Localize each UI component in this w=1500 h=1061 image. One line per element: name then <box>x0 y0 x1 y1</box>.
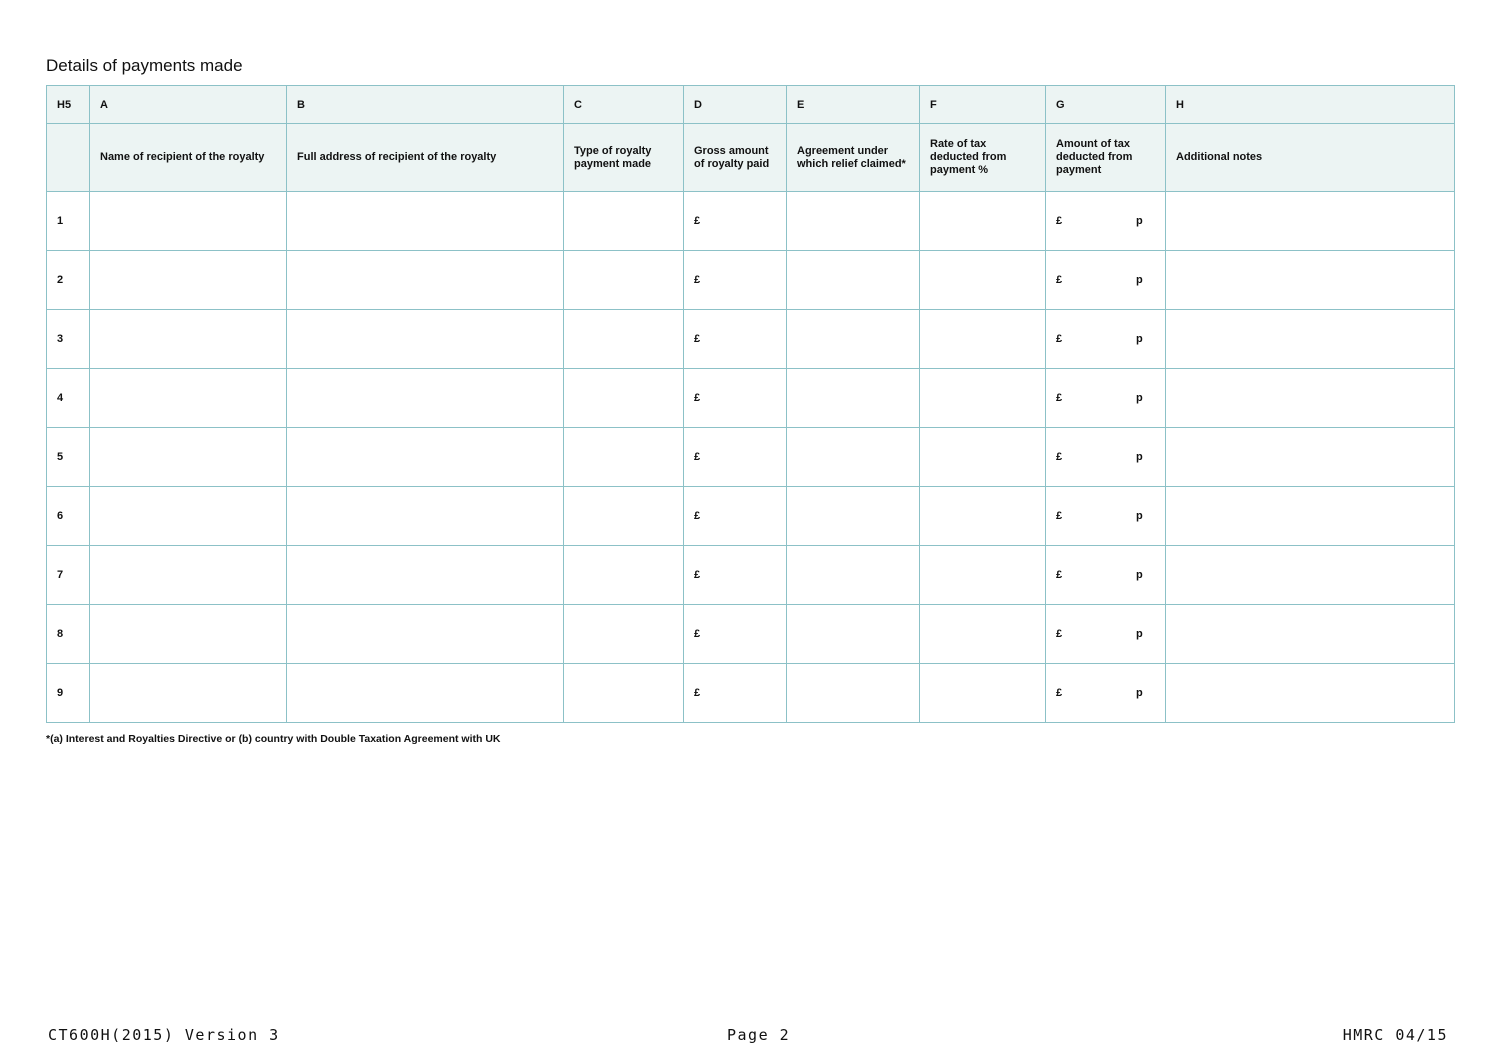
tax-rate-field[interactable] <box>920 428 1046 487</box>
row-number: 2 <box>47 251 90 310</box>
amount-wrapper <box>1056 215 1155 227</box>
row-number: 1 <box>47 192 90 251</box>
pence-sign: p <box>1136 569 1143 581</box>
tax-deducted-amount-field[interactable] <box>1046 192 1166 251</box>
pound-sign: £ <box>694 274 701 286</box>
amount-wrapper <box>1056 510 1155 522</box>
recipient-name-field[interactable] <box>90 369 287 428</box>
row-number: 9 <box>47 664 90 723</box>
additional-notes-field[interactable] <box>1166 487 1455 546</box>
column-header-a: Name of recipient of the royalty <box>90 124 287 192</box>
recipient-name-field[interactable] <box>90 487 287 546</box>
additional-notes-field[interactable] <box>1166 664 1455 723</box>
pence-sign: p <box>1136 451 1143 463</box>
row-number: 7 <box>47 546 90 605</box>
column-letter-h: H <box>1166 86 1455 124</box>
pence-sign: p <box>1136 333 1143 345</box>
pence-sign: p <box>1136 628 1143 640</box>
section-title: Details of payments made <box>46 56 243 75</box>
recipient-address-field[interactable] <box>287 428 564 487</box>
column-letter-rownum: H5 <box>47 86 90 124</box>
column-header-g: Amount of tax deducted from payment <box>1046 124 1166 192</box>
pound-sign: £ <box>1056 451 1063 463</box>
amount-wrapper <box>1056 628 1155 640</box>
column-letter-f: F <box>920 86 1046 124</box>
table-row <box>47 428 1455 487</box>
column-letter-a: A <box>90 86 287 124</box>
recipient-name-field[interactable] <box>90 251 287 310</box>
recipient-address-field[interactable] <box>287 192 564 251</box>
additional-notes-field[interactable] <box>1166 310 1455 369</box>
relief-agreement-field[interactable] <box>787 310 920 369</box>
pound-sign: £ <box>1056 569 1063 581</box>
relief-agreement-field[interactable] <box>787 251 920 310</box>
payment-type-field[interactable] <box>564 605 684 664</box>
gross-amount-field[interactable] <box>684 487 787 546</box>
tax-rate-field[interactable] <box>920 487 1046 546</box>
additional-notes-field[interactable] <box>1166 192 1455 251</box>
column-letter-g: G <box>1046 86 1166 124</box>
pound-sign: £ <box>694 215 701 227</box>
pence-sign: p <box>1136 510 1143 522</box>
column-header-rownum <box>47 124 90 192</box>
amount-wrapper <box>1056 451 1155 463</box>
column-letter-e: E <box>787 86 920 124</box>
pence-sign: p <box>1136 274 1143 286</box>
tax-rate-field[interactable] <box>920 192 1046 251</box>
tax-deducted-amount-field[interactable] <box>1046 310 1166 369</box>
recipient-name-field[interactable] <box>90 664 287 723</box>
row-number: 4 <box>47 369 90 428</box>
payment-type-field[interactable] <box>564 664 684 723</box>
pound-sign: £ <box>1056 392 1063 404</box>
recipient-name-field[interactable] <box>90 428 287 487</box>
pound-sign: £ <box>694 687 701 699</box>
gross-amount-field[interactable] <box>684 251 787 310</box>
recipient-address-field[interactable] <box>287 369 564 428</box>
relief-agreement-field[interactable] <box>787 605 920 664</box>
table-row <box>47 487 1455 546</box>
gross-amount-field[interactable] <box>684 369 787 428</box>
amount-wrapper <box>1056 333 1155 345</box>
row-number: 5 <box>47 428 90 487</box>
pound-sign: £ <box>1056 333 1063 345</box>
table-row <box>47 664 1455 723</box>
payment-type-field[interactable] <box>564 310 684 369</box>
pound-sign: £ <box>1056 215 1063 227</box>
relief-agreement-field[interactable] <box>787 428 920 487</box>
payment-type-field[interactable] <box>564 428 684 487</box>
amount-wrapper <box>1056 274 1155 286</box>
pound-sign: £ <box>1056 628 1063 640</box>
pound-sign: £ <box>694 333 701 345</box>
recipient-name-field[interactable] <box>90 310 287 369</box>
tax-deducted-amount-field[interactable] <box>1046 487 1166 546</box>
column-header-row <box>47 124 1455 192</box>
column-letter-row <box>47 86 1455 124</box>
column-letter-c: C <box>564 86 684 124</box>
tax-deducted-amount-field[interactable] <box>1046 664 1166 723</box>
relief-agreement-field[interactable] <box>787 487 920 546</box>
column-header-e: Agreement under which relief claimed* <box>787 124 920 192</box>
table-row <box>47 251 1455 310</box>
recipient-name-field[interactable] <box>90 192 287 251</box>
table-row <box>47 192 1455 251</box>
tax-rate-field[interactable] <box>920 369 1046 428</box>
tax-rate-field[interactable] <box>920 664 1046 723</box>
relief-agreement-field[interactable] <box>787 192 920 251</box>
additional-notes-field[interactable] <box>1166 605 1455 664</box>
recipient-address-field[interactable] <box>287 546 564 605</box>
tax-deducted-amount-field[interactable] <box>1046 428 1166 487</box>
pound-sign: £ <box>1056 274 1063 286</box>
table-row <box>47 369 1455 428</box>
pound-sign: £ <box>694 569 701 581</box>
tax-rate-field[interactable] <box>920 310 1046 369</box>
recipient-name-field[interactable] <box>90 605 287 664</box>
footer-issuer: HMRC 04/15 <box>1342 1026 1448 1044</box>
tax-rate-field[interactable] <box>920 546 1046 605</box>
amount-wrapper <box>1056 569 1155 581</box>
table-row <box>47 605 1455 664</box>
additional-notes-field[interactable] <box>1166 251 1455 310</box>
gross-amount-field[interactable] <box>684 192 787 251</box>
recipient-address-field[interactable] <box>287 487 564 546</box>
row-number: 6 <box>47 487 90 546</box>
pound-sign: £ <box>694 392 701 404</box>
gross-amount-field[interactable] <box>684 310 787 369</box>
recipient-address-field[interactable] <box>287 310 564 369</box>
footer-page-number: Page 2 <box>727 1026 791 1044</box>
relief-agreement-field[interactable] <box>787 546 920 605</box>
payment-type-field[interactable] <box>564 192 684 251</box>
table-row <box>47 546 1455 605</box>
tax-deducted-amount-field[interactable] <box>1046 251 1166 310</box>
pound-sign: £ <box>694 510 701 522</box>
pound-sign: £ <box>1056 510 1063 522</box>
payments-table-body <box>47 192 1455 723</box>
recipient-address-field[interactable] <box>287 251 564 310</box>
payments-table <box>46 85 1455 723</box>
pound-sign: £ <box>694 628 701 640</box>
recipient-address-field[interactable] <box>287 605 564 664</box>
recipient-name-field[interactable] <box>90 546 287 605</box>
pound-sign: £ <box>694 451 701 463</box>
column-header-b: Full address of recipient of the royalty <box>287 124 564 192</box>
payment-type-field[interactable] <box>564 369 684 428</box>
gross-amount-field[interactable] <box>684 428 787 487</box>
footer-form-id: CT600H(2015) Version 3 <box>48 1026 280 1044</box>
column-header-c: Type of royalty payment made <box>564 124 684 192</box>
row-number: 3 <box>47 310 90 369</box>
payment-type-field[interactable] <box>564 487 684 546</box>
relief-agreement-field[interactable] <box>787 664 920 723</box>
amount-wrapper <box>1056 687 1155 699</box>
column-letter-b: B <box>287 86 564 124</box>
recipient-address-field[interactable] <box>287 664 564 723</box>
tax-deducted-amount-field[interactable] <box>1046 605 1166 664</box>
additional-notes-field[interactable] <box>1166 428 1455 487</box>
pence-sign: p <box>1136 687 1143 699</box>
column-letter-d: D <box>684 86 787 124</box>
tax-rate-field[interactable] <box>920 251 1046 310</box>
gross-amount-field[interactable] <box>684 664 787 723</box>
tax-deducted-amount-field[interactable] <box>1046 369 1166 428</box>
pence-sign: p <box>1136 215 1143 227</box>
additional-notes-field[interactable] <box>1166 369 1455 428</box>
gross-amount-field[interactable] <box>684 605 787 664</box>
row-number: 8 <box>47 605 90 664</box>
column-header-d: Gross amount of royalty paid <box>684 124 787 192</box>
footnote: *(a) Interest and Royalties Directive or (b) country with Double Taxation Agreement with UK <box>46 733 501 745</box>
table-row <box>47 310 1455 369</box>
gross-amount-field[interactable] <box>684 546 787 605</box>
additional-notes-field[interactable] <box>1166 546 1455 605</box>
amount-wrapper <box>1056 392 1155 404</box>
tax-deducted-amount-field[interactable] <box>1046 546 1166 605</box>
column-header-f: Rate of tax deducted from payment % <box>920 124 1046 192</box>
tax-rate-field[interactable] <box>920 605 1046 664</box>
payment-type-field[interactable] <box>564 546 684 605</box>
payment-type-field[interactable] <box>564 251 684 310</box>
pound-sign: £ <box>1056 687 1063 699</box>
relief-agreement-field[interactable] <box>787 369 920 428</box>
pence-sign: p <box>1136 392 1143 404</box>
column-header-h: Additional notes <box>1166 124 1455 192</box>
